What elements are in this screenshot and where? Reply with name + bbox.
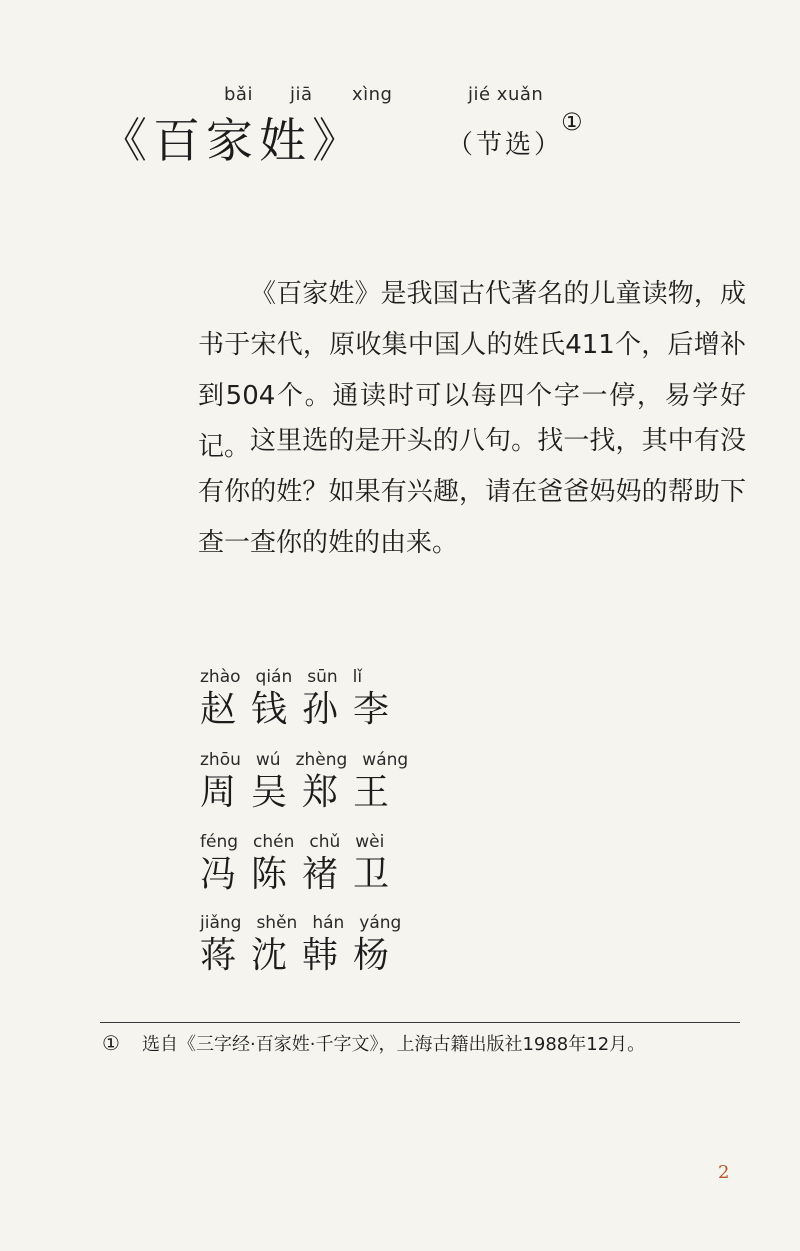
pinyin-syllable: wèi	[355, 832, 385, 852]
verse-pinyin	[200, 667, 404, 689]
pinyin-syllable: lǐ	[352, 667, 363, 687]
title-pinyin-bai: bǎi	[224, 84, 253, 105]
verse-line	[200, 750, 423, 814]
verse-characters: 冯陈褚卫	[200, 854, 405, 895]
pinyin-syllable: zhào	[200, 667, 241, 687]
pinyin-syllable: zhèng	[295, 750, 348, 770]
verse-line	[200, 667, 404, 731]
page-number: 2	[718, 1162, 730, 1183]
pinyin-syllable: wáng	[362, 750, 409, 770]
footnote-text: 选自《三字经·百家姓·千字文》，上海古籍出版社1988年12月。	[142, 1034, 646, 1055]
title-footnote-marker: ①	[561, 108, 583, 136]
intro-paragraph: 《百家姓》是我国古代著名的儿童读物，成书于宋代，原收集中国人的姓氏411个，后增补到504个。通读时可以每四个字一停，易学好记。	[198, 279, 746, 462]
footnote-marker: ①	[102, 1031, 120, 1055]
verse-line	[200, 913, 416, 977]
subtitle-pinyin: jié xuǎn	[468, 84, 544, 105]
page-title: 《百家姓》	[100, 114, 365, 169]
footnote-divider	[100, 1022, 740, 1023]
pinyin-syllable: hán	[312, 913, 345, 933]
pinyin-syllable: jiǎng	[200, 913, 242, 933]
pinyin-syllable: chén	[253, 832, 295, 852]
verse-characters: 赵钱孙李	[200, 689, 405, 730]
title-pinyin-jia: jiā	[290, 84, 313, 105]
pinyin-syllable: shěn	[256, 913, 298, 933]
footnote	[102, 1030, 645, 1056]
title-pinyin-xing: xìng	[352, 84, 393, 105]
pinyin-syllable: féng	[200, 832, 239, 852]
pinyin-syllable: yáng	[359, 913, 402, 933]
verse-pinyin	[200, 832, 404, 854]
pinyin-syllable: sūn	[307, 667, 338, 687]
page-subtitle: （节选）	[447, 130, 564, 160]
pinyin-syllable: zhōu	[200, 750, 241, 770]
activity-paragraph: 这里选的是开头的八句。找一找，其中有没有你的姓？如果有兴趣，请在爸爸妈妈的帮助下查一查你的姓的由来。	[198, 426, 746, 558]
pinyin-syllable: chǔ	[309, 832, 341, 852]
verse-pinyin	[200, 913, 416, 935]
verse-characters: 蒋沈韩杨	[200, 935, 405, 976]
pinyin-syllable: wú	[255, 750, 281, 770]
verse-characters: 周吴郑王	[200, 772, 405, 813]
pinyin-syllable: qián	[255, 667, 293, 687]
verse-pinyin	[200, 750, 423, 772]
verse-line	[200, 832, 404, 896]
